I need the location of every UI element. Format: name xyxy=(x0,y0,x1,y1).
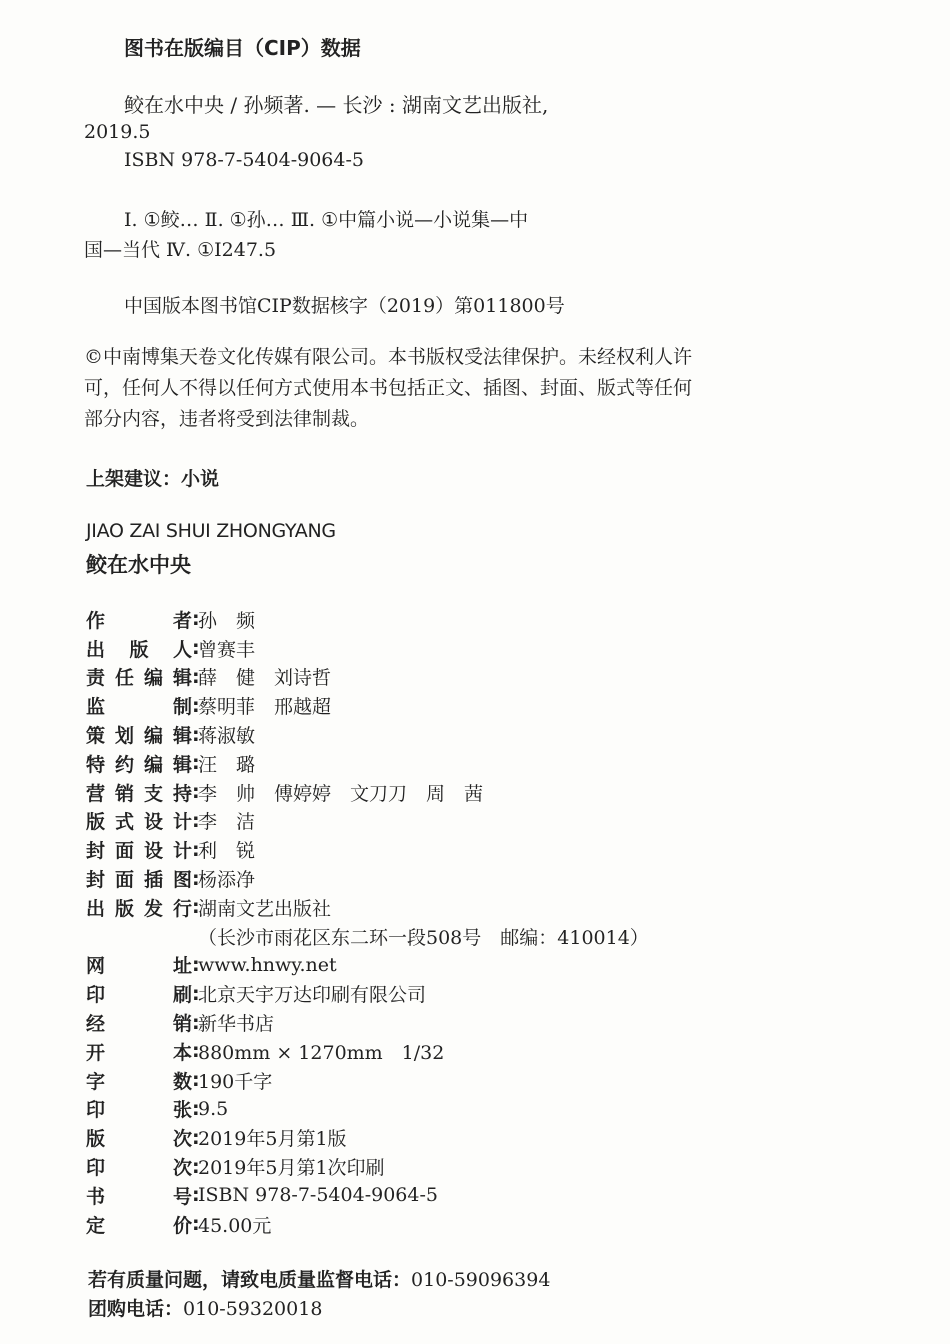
credit-row-website xyxy=(86,951,906,980)
credit-label: 经销 xyxy=(86,1013,192,1036)
credit-value: www.hnwy.net xyxy=(198,953,337,976)
credit-row-planning-editor xyxy=(86,720,906,749)
credit-label: 印张 xyxy=(86,1099,192,1122)
group-purchase-phone: 010-59320018 xyxy=(183,1298,323,1320)
credit-colon: : xyxy=(192,752,200,775)
credit-label: 封面设计 xyxy=(86,840,192,863)
credit-row-cover-illustration xyxy=(86,864,906,893)
credit-colon: : xyxy=(192,982,200,1005)
credit-row-responsible-editor xyxy=(86,663,906,692)
cip-classification-line-1: Ⅰ. ①鲛… Ⅱ. ①孙… Ⅲ. ①中篇小说—小说集—中 xyxy=(124,209,529,231)
credit-label: 策划编辑 xyxy=(86,725,192,748)
credit-row-cover-design xyxy=(86,835,906,864)
credit-row-distributor xyxy=(86,1008,906,1037)
credit-row-publisher xyxy=(86,893,906,922)
credit-row-author xyxy=(86,605,906,634)
credit-colon: : xyxy=(192,1184,200,1207)
credits-list xyxy=(86,605,906,1239)
credit-colon: : xyxy=(192,723,200,746)
quality-hotline-phone: 010-59096394 xyxy=(411,1269,551,1291)
credit-row-marketing xyxy=(86,778,906,807)
credit-value: ISBN 978-7-5404-9064-5 xyxy=(198,1184,438,1207)
credit-value: 蒋淑敏 xyxy=(198,725,256,748)
credit-label: 开本 xyxy=(86,1041,192,1064)
credit-value: 9.5 xyxy=(198,1097,229,1120)
credit-row-printing xyxy=(86,1152,906,1181)
credit-row-format xyxy=(86,1037,906,1066)
credit-colon: : xyxy=(192,809,200,832)
credit-colon: : xyxy=(192,694,200,717)
credit-colon: : xyxy=(192,1213,200,1236)
credit-row-price xyxy=(86,1210,906,1239)
credit-colon: : xyxy=(192,781,200,804)
credit-colon: : xyxy=(192,608,200,631)
credit-label: 版式设计 xyxy=(86,811,192,834)
credit-colon: : xyxy=(192,1011,200,1034)
credit-label: 网址 xyxy=(86,955,192,978)
credit-value: 北京天宇万达印刷有限公司 xyxy=(198,984,427,1007)
credit-label: 作者 xyxy=(86,609,192,632)
credit-label: 出版发行 xyxy=(86,897,192,920)
credit-row-producer xyxy=(86,691,906,720)
credit-value: 杨添净 xyxy=(198,869,256,892)
credit-label: 封面插图 xyxy=(86,869,192,892)
credit-label: 印刷 xyxy=(86,984,192,1007)
credit-colon: : xyxy=(192,953,200,976)
credit-value: 190千字 xyxy=(198,1070,273,1093)
credit-value: 李 洁 xyxy=(198,811,256,834)
credit-colon: : xyxy=(192,838,200,861)
cip-classification-line-2: 国—当代 Ⅳ. ①I247.5 xyxy=(84,239,277,261)
credit-label: 定价 xyxy=(86,1214,192,1237)
credit-label: 字数 xyxy=(86,1070,192,1093)
credit-colon: : xyxy=(192,1040,200,1063)
credit-row-layout-design xyxy=(86,807,906,836)
credit-colon: : xyxy=(192,1155,200,1178)
credit-label: 书号 xyxy=(86,1185,192,1208)
book-pinyin-title: JIAO ZAI SHUI ZHONGYANG xyxy=(86,520,336,542)
credit-value: 2019年5月第1次印刷 xyxy=(198,1157,385,1180)
shelf-suggestion xyxy=(86,464,219,491)
credit-label: 出版人 xyxy=(86,638,192,661)
credit-value: 880mm × 1270mm 1/32 xyxy=(198,1041,445,1064)
credit-colon: : xyxy=(192,896,200,919)
credit-value: 利 锐 xyxy=(198,840,256,863)
credit-colon: : xyxy=(192,1097,200,1120)
credit-colon: : xyxy=(192,637,200,660)
credit-row-publisher-address xyxy=(86,922,906,951)
shelf-suggestion-label: 上架建议： xyxy=(86,468,182,490)
credit-value: 汪 璐 xyxy=(198,753,256,776)
credit-colon: : xyxy=(192,665,200,688)
shelf-suggestion-value: 小说 xyxy=(181,468,220,490)
copyright-line-2: 可，任何人不得以任何方式使用本书包括正文、插图、封面、版式等任何 xyxy=(84,377,693,399)
credit-value: 孙 频 xyxy=(198,609,256,632)
cip-record-line-2: 2019.5 xyxy=(84,121,151,143)
credit-row-printer xyxy=(86,979,906,1008)
credit-colon: : xyxy=(192,867,200,890)
credit-label: 版次 xyxy=(86,1128,192,1151)
credit-row-publisher-person xyxy=(86,634,906,663)
credit-value: 李 帅 傅婷婷 文刀刀 周 茜 xyxy=(198,782,484,805)
credit-value: 薛 健 刘诗哲 xyxy=(198,667,332,690)
credit-label: 责任编辑 xyxy=(86,667,192,690)
copyright-line-3: 部分内容，违者将受到法律制裁。 xyxy=(84,408,370,430)
credit-value: 曾赛丰 xyxy=(198,638,256,661)
copyright-notice xyxy=(84,342,692,435)
credit-value: 45.00元 xyxy=(198,1214,272,1237)
credit-label: 特约编辑 xyxy=(86,753,192,776)
quality-hotline xyxy=(88,1265,550,1292)
group-purchase-hotline xyxy=(88,1294,322,1321)
credit-label: 营销支持 xyxy=(86,782,192,805)
credit-row-sheets xyxy=(86,1095,906,1124)
credit-colon: : xyxy=(192,1126,200,1149)
publisher-address: （长沙市雨花区东二环一段508号 邮编：410014） xyxy=(198,926,649,949)
credit-label: 监制 xyxy=(86,696,192,719)
credit-row-edition xyxy=(86,1123,906,1152)
credit-row-contract-editor xyxy=(86,749,906,778)
cip-heading: 图书在版编目（CIP）数据 xyxy=(124,36,361,60)
credit-row-isbn xyxy=(86,1181,906,1210)
quality-hotline-label: 若有质量问题，请致电质量监督电话： xyxy=(88,1269,412,1291)
credit-value: 2019年5月第1版 xyxy=(198,1128,347,1151)
cip-isbn: ISBN 978-7-5404-9064-5 xyxy=(124,149,364,171)
credit-row-word-count xyxy=(86,1066,906,1095)
cip-check-number: 中国版本图书馆CIP数据核字（2019）第011800号 xyxy=(124,295,565,317)
credit-value: 新华书店 xyxy=(198,1013,275,1036)
copyright-line-1: ©中南博集天卷文化传媒有限公司。本书版权受法律保护。未经权利人许 xyxy=(84,346,693,368)
credit-colon: : xyxy=(192,1069,200,1092)
credit-value: 湖南文艺出版社 xyxy=(198,897,332,920)
credit-label: 印次 xyxy=(86,1157,192,1180)
credit-value: 蔡明菲 邢越超 xyxy=(198,696,332,719)
group-purchase-label: 团购电话： xyxy=(88,1298,184,1320)
cip-record-line-1: 鲛在水中央 / 孙频著. — 长沙 : 湖南文艺出版社, xyxy=(124,93,549,117)
book-title: 鲛在水中央 xyxy=(86,553,191,577)
